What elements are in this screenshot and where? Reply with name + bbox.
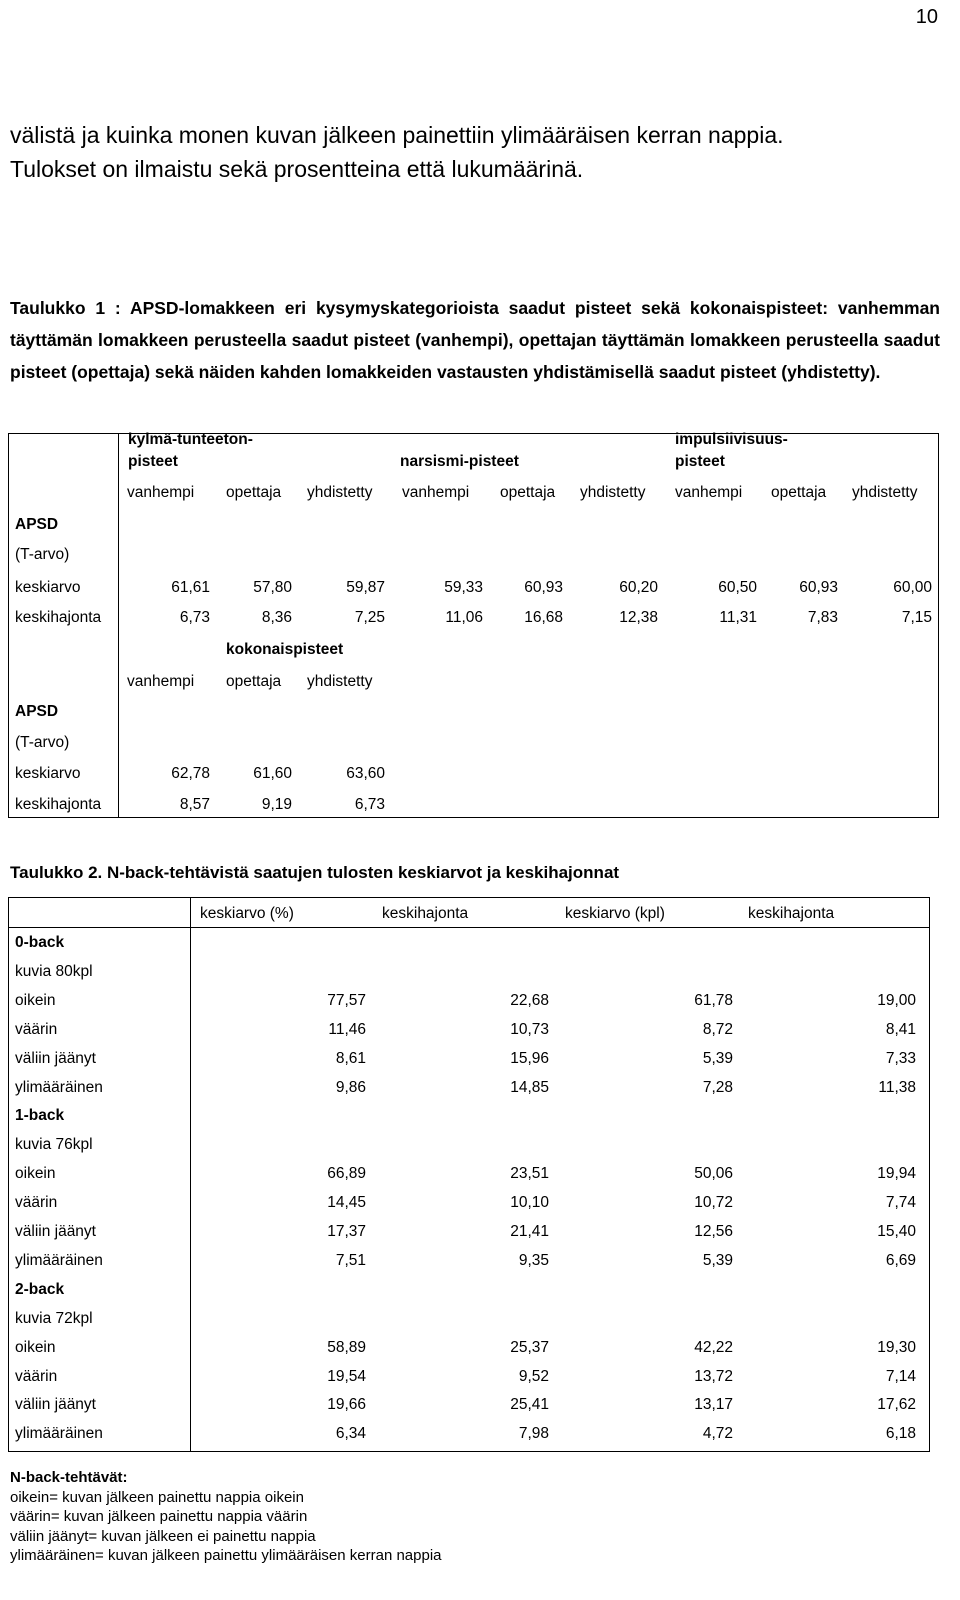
table-cell: 60,20 — [619, 579, 658, 596]
table-cell: 8,72 — [702, 1020, 733, 1038]
table-cell: 61,61 — [171, 579, 210, 596]
nback-notes — [10, 1468, 442, 1566]
row-label: väliin jäänyt — [15, 1396, 96, 1414]
row-group-label: (T-arvo) — [15, 734, 70, 751]
row-label: ylimääräinen — [15, 1078, 103, 1096]
section-subtitle: kuvia 72kpl — [15, 1309, 93, 1327]
table-cell: 6,34 — [335, 1425, 366, 1443]
row-label: keskiarvo — [15, 765, 81, 782]
table-cell: 25,37 — [510, 1338, 549, 1356]
row-label: oikein — [15, 1338, 56, 1356]
section-subtitle: kuvia 76kpl — [15, 1136, 93, 1154]
row-label: ylimääräinen — [15, 1425, 103, 1443]
table-cell: 6,73 — [354, 796, 385, 813]
table-cell: 21,41 — [510, 1223, 549, 1240]
table-cell: 50,06 — [694, 1165, 733, 1183]
table-cell: 77,57 — [327, 991, 366, 1009]
table-cell: 13,72 — [694, 1367, 733, 1385]
intro-line: Tulokset on ilmaistu sekä prosentteina että lukumäärinä. — [10, 156, 584, 182]
page-number: 10 — [915, 6, 938, 28]
table-cell: 11,46 — [328, 1020, 366, 1038]
row-group-label: APSD — [15, 703, 59, 720]
table-cell: 66,89 — [327, 1165, 366, 1183]
table-cell: 5,39 — [702, 1251, 733, 1269]
table-cell: 7,14 — [885, 1367, 916, 1385]
section-title: 0-back — [15, 934, 65, 951]
table-cell: 9,19 — [261, 796, 292, 813]
column-group-header: pisteet — [675, 453, 725, 470]
table-cell: 7,98 — [518, 1425, 549, 1443]
column-header: opettaja — [226, 484, 282, 501]
table-cell: 58,89 — [327, 1338, 366, 1356]
table-cell: 25,41 — [510, 1396, 549, 1414]
table-cell: 60,00 — [893, 579, 932, 596]
column-header: yhdistetty — [852, 484, 918, 501]
table1-caption: Taulukko 1 : APSD-lomakkeen eri kysymyskategorioista saadut pisteet sekä kokonaispisteet: vanhemman täyttämän lomakkeen perusteella saadut pisteet (vanhempi), opettajan täyttämän lomakkeen perusteella saadut pisteet (opettaja) sekä näiden kahden lomakkeiden vastausten yhdistämisellä saadut pisteet (yhdistetty). — [10, 298, 940, 382]
row-group-label: (T-arvo) — [15, 546, 70, 563]
intro-line: välistä ja kuinka monen kuvan jälkeen painettiin ylimääräisen kerran nappia. — [10, 122, 784, 148]
table-cell: 4,72 — [702, 1425, 733, 1443]
table-cell: 60,50 — [718, 579, 757, 596]
table-cell: 42,22 — [694, 1338, 733, 1356]
notes-line: ylimääräinen= kuvan jälkeen painettu ylimääräisen kerran nappia — [10, 1547, 442, 1564]
table-cell: 8,57 — [179, 796, 210, 813]
table-cell: 15,96 — [510, 1049, 549, 1067]
table-cell: 11,31 — [719, 609, 757, 626]
row-label: väärin — [15, 1020, 58, 1038]
table-cell: 7,33 — [885, 1049, 916, 1067]
row-label: väliin jäänyt — [15, 1049, 96, 1067]
table-divider — [118, 433, 119, 818]
column-group-header: kylmä-tunteeton- — [128, 431, 253, 448]
row-group-label: APSD — [15, 516, 59, 533]
table-cell: 19,00 — [877, 991, 916, 1009]
table-cell: 12,38 — [619, 609, 658, 626]
column-header: yhdistetty — [307, 484, 373, 501]
column-group-header: impulsiivisuus- — [675, 431, 788, 448]
notes-line: väliin jäänyt= kuvan jälkeen ei painettu nappia — [10, 1527, 316, 1545]
row-label: väärin — [15, 1367, 58, 1385]
column-header: vanhempi — [127, 484, 195, 501]
table-cell: 6,69 — [885, 1251, 916, 1269]
table-cell: 7,83 — [807, 609, 838, 626]
table-cell: 15,40 — [877, 1223, 916, 1240]
column-header: vanhempi — [402, 484, 470, 501]
column-header: vanhempi — [675, 484, 743, 501]
table-cell: 7,28 — [702, 1078, 733, 1096]
column-header: opettaja — [500, 484, 556, 501]
table-cell: 60,93 — [799, 579, 838, 596]
row-label: keskiarvo — [15, 579, 81, 596]
table-cell: 14,45 — [327, 1194, 366, 1212]
column-header: yhdistetty — [307, 673, 373, 690]
table-cell: 62,78 — [171, 765, 210, 782]
table-cell: 17,37 — [327, 1223, 366, 1240]
section-title: 1-back — [15, 1107, 65, 1125]
table-cell: 19,94 — [877, 1165, 916, 1183]
table-cell: 7,15 — [901, 609, 932, 626]
table-cell: 61,78 — [694, 991, 733, 1009]
intro-paragraph — [10, 118, 940, 186]
table-cell: 9,86 — [335, 1078, 366, 1096]
column-header: opettaja — [226, 673, 282, 690]
table-cell: 6,18 — [885, 1425, 916, 1443]
table-cell: 23,51 — [510, 1165, 549, 1183]
table-cell: 10,10 — [510, 1194, 549, 1212]
column-group-header: kokonaispisteet — [226, 641, 344, 658]
column-header: keskihajonta — [382, 905, 469, 922]
column-group-header: pisteet — [128, 453, 178, 470]
table-cell: 59,87 — [346, 579, 385, 596]
section-subtitle: kuvia 80kpl — [15, 962, 93, 980]
table-cell: 60,93 — [524, 579, 563, 596]
table-cell: 5,39 — [702, 1049, 733, 1067]
column-header: keskiarvo (kpl) — [565, 905, 665, 922]
row-label: oikein — [15, 991, 56, 1009]
column-header: opettaja — [771, 484, 827, 501]
table-cell: 16,68 — [524, 609, 563, 626]
table-cell: 6,73 — [179, 609, 210, 626]
section-title: 2-back — [15, 1280, 65, 1298]
table-cell: 9,35 — [518, 1251, 549, 1269]
table-cell: 19,66 — [327, 1396, 366, 1414]
table-cell: 61,60 — [253, 765, 292, 782]
table-cell: 9,52 — [518, 1367, 549, 1385]
row-label: keskihajonta — [15, 609, 102, 626]
notes-line: väärin= kuvan jälkeen painettu nappia väärin — [10, 1508, 308, 1525]
table-cell: 11,06 — [445, 609, 483, 626]
table-cell: 8,41 — [885, 1020, 916, 1038]
column-header: vanhempi — [127, 673, 195, 690]
table2-caption: Taulukko 2. N-back-tehtävistä saatujen tulosten keskiarvot ja keskihajonnat — [10, 863, 620, 882]
row-label: väliin jäänyt — [15, 1223, 96, 1240]
table-cell: 7,25 — [354, 609, 385, 626]
notes-title: N-back-tehtävät: — [10, 1469, 128, 1486]
table-cell: 8,36 — [261, 609, 292, 626]
table-cell: 22,68 — [510, 991, 549, 1009]
row-label: ylimääräinen — [15, 1251, 103, 1269]
row-label: oikein — [15, 1165, 56, 1183]
table-cell: 12,56 — [694, 1223, 733, 1240]
table-cell: 57,80 — [253, 579, 292, 596]
row-label: keskihajonta — [15, 796, 102, 813]
table-cell: 11,38 — [878, 1078, 916, 1096]
table-divider — [8, 927, 930, 928]
column-header: yhdistetty — [580, 484, 646, 501]
table-cell: 13,17 — [694, 1396, 733, 1414]
table-cell: 8,61 — [335, 1049, 366, 1067]
table-cell: 10,72 — [694, 1194, 733, 1212]
column-header: keskiarvo (%) — [200, 905, 294, 922]
table-cell: 63,60 — [346, 765, 385, 782]
table-cell: 19,30 — [877, 1338, 916, 1356]
notes-line: oikein= kuvan jälkeen painettu nappia oikein — [10, 1488, 304, 1506]
table-cell: 59,33 — [444, 579, 483, 596]
table-cell: 7,74 — [885, 1194, 916, 1212]
row-label: väärin — [15, 1194, 58, 1212]
column-group-header: narsismi-pisteet — [400, 453, 519, 470]
table-cell: 7,51 — [335, 1251, 366, 1269]
table-cell: 10,73 — [510, 1020, 549, 1038]
table-cell: 14,85 — [510, 1078, 549, 1096]
table-divider — [190, 897, 191, 1452]
table-cell: 19,54 — [327, 1367, 366, 1385]
table-cell: 17,62 — [877, 1396, 916, 1414]
column-header: keskihajonta — [748, 905, 835, 922]
